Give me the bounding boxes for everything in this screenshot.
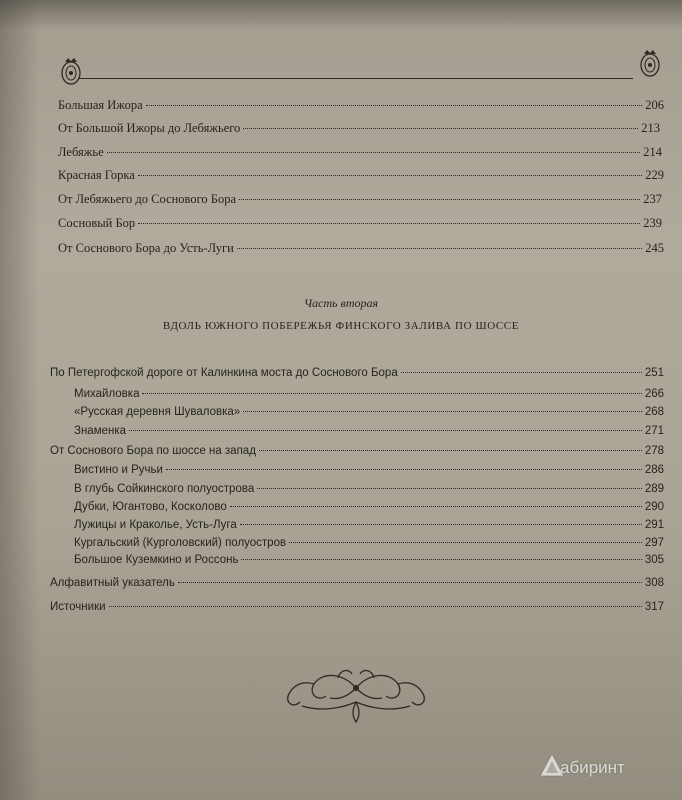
toc-entry: Дубки, Югантово, Косколово 290	[74, 501, 664, 513]
header-rule	[78, 78, 633, 79]
toc-entry: В глубь Сойкинского полуострова 289	[74, 483, 664, 495]
toc-entry: Михайловка 266	[74, 388, 664, 400]
toc-entry: «Русская деревня Шуваловка» 268	[74, 406, 664, 418]
toc-entry: Большое Куземкино и Россонь 305	[74, 554, 664, 566]
toc-entry: Алфавитный указатель 308	[50, 577, 664, 589]
toc-entry: Лужицы и Краколье, Усть-Луга 291	[74, 519, 664, 531]
floral-ornament-icon	[282, 666, 430, 726]
toc-entry: От Соснового Бора до Усть-Луги 245	[58, 241, 664, 255]
toc-entry: Источники 317	[50, 601, 664, 613]
toc-entry: Кургальский (Курголовский) полуостров 297	[74, 537, 664, 549]
toc-entry: Красная Горка 229	[58, 168, 664, 182]
crest-ornament-icon	[637, 48, 663, 80]
toc-entry: Знаменка 271	[74, 425, 664, 437]
toc-entry: Большая Ижора 206	[58, 98, 664, 112]
toc-entry: От Лебяжьего до Соснового Бора 237	[58, 192, 662, 206]
toc-entry: От Большой Ижоры до Лебяжьего 213	[58, 121, 660, 135]
toc-entry: Сосновый Бор 239	[58, 216, 662, 230]
watermark: абиринт	[560, 758, 625, 777]
part-title: ВДОЛЬ ЮЖНОГО ПОБЕРЕЖЬЯ ФИНСКОГО ЗАЛИВА ПО ШОССЕ	[162, 320, 520, 332]
toc-entry: По Петергофской дороге от Калинкина моста до Соснового Бора 251	[50, 367, 664, 379]
crest-ornament-icon	[58, 56, 84, 88]
toc-entry: Лебяжье 214	[58, 145, 662, 159]
part-heading: Часть вторая	[303, 296, 379, 310]
toc-entry: От Соснового Бора по шоссе на запад 278	[50, 445, 664, 457]
toc-entry: Вистино и Ручьи 286	[74, 464, 664, 476]
